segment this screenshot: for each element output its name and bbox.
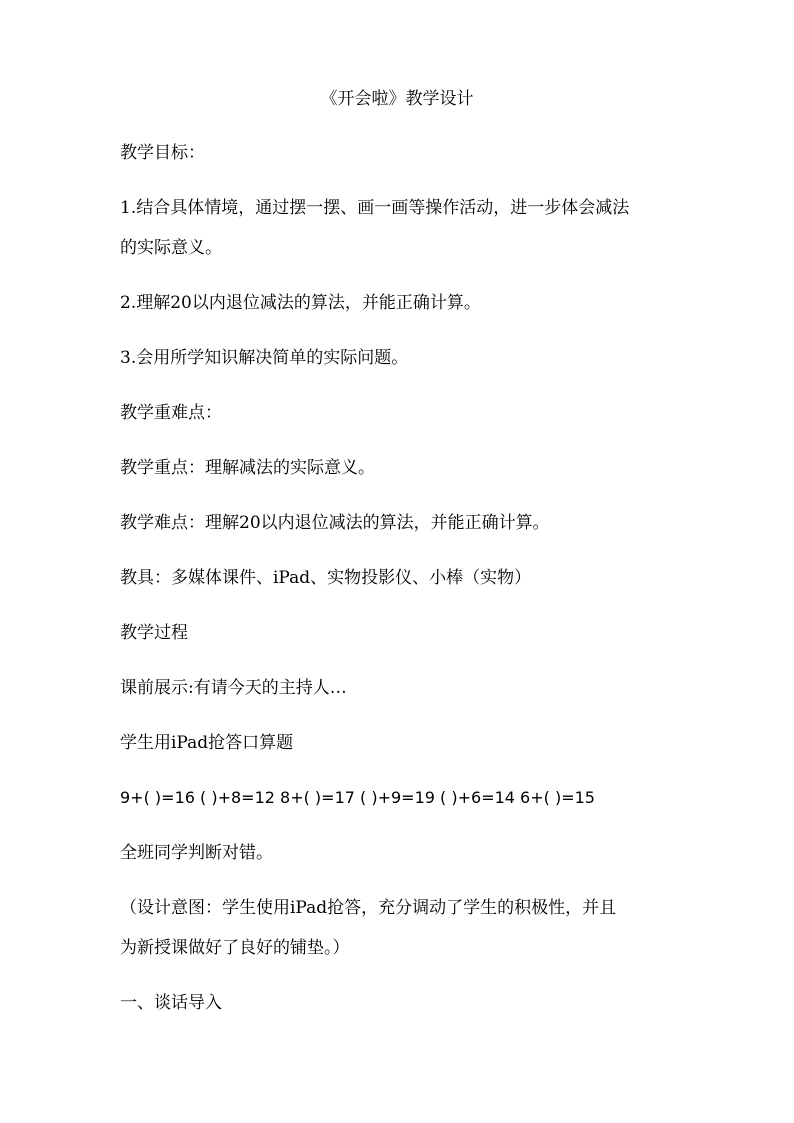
objectives-heading: 教学目标： <box>120 143 205 163</box>
oral-calculation-equations: 9+( )=16 ( )+8=12 8+( )=17 ( )+9=19 ( )+6=14 6+( )=15 <box>120 788 595 807</box>
judge-statement: 全班同学判断对错。 <box>120 843 273 863</box>
key-point: 教学重点：理解减法的实际意义。 <box>120 458 375 478</box>
section-1-heading: 一、谈话导入 <box>120 993 222 1013</box>
pre-class-display: 课前展示:有请今天的主持人… <box>120 678 347 698</box>
design-intent-line-1: （设计意图：学生使用iPad抢答，充分调动了学生的积极性，并且 <box>120 898 617 918</box>
objective-1-line-1: 1.结合具体情境，通过摆一摆、画一画等操作活动，进一步体会减法 <box>120 198 630 218</box>
ipad-quiz: 学生用iPad抢答口算题 <box>120 733 294 753</box>
design-intent-line-2: 为新授课做好了良好的铺垫。） <box>120 938 350 958</box>
document-title: 《开会啦》教学设计 <box>320 89 474 109</box>
objective-3: 3.会用所学知识解决简单的实际问题。 <box>120 348 409 368</box>
objective-2: 2.理解20以内退位减法的算法，并能正确计算。 <box>120 293 481 313</box>
objective-1-line-2: 的实际意义。 <box>120 238 222 258</box>
key-points-heading: 教学重难点： <box>120 403 222 423</box>
difficult-point: 教学难点：理解20以内退位减法的算法，并能正确计算。 <box>120 513 550 533</box>
process-heading: 教学过程 <box>120 623 188 643</box>
teaching-aids: 教具：多媒体课件、iPad、实物投影仪、小棒（实物） <box>120 568 532 588</box>
